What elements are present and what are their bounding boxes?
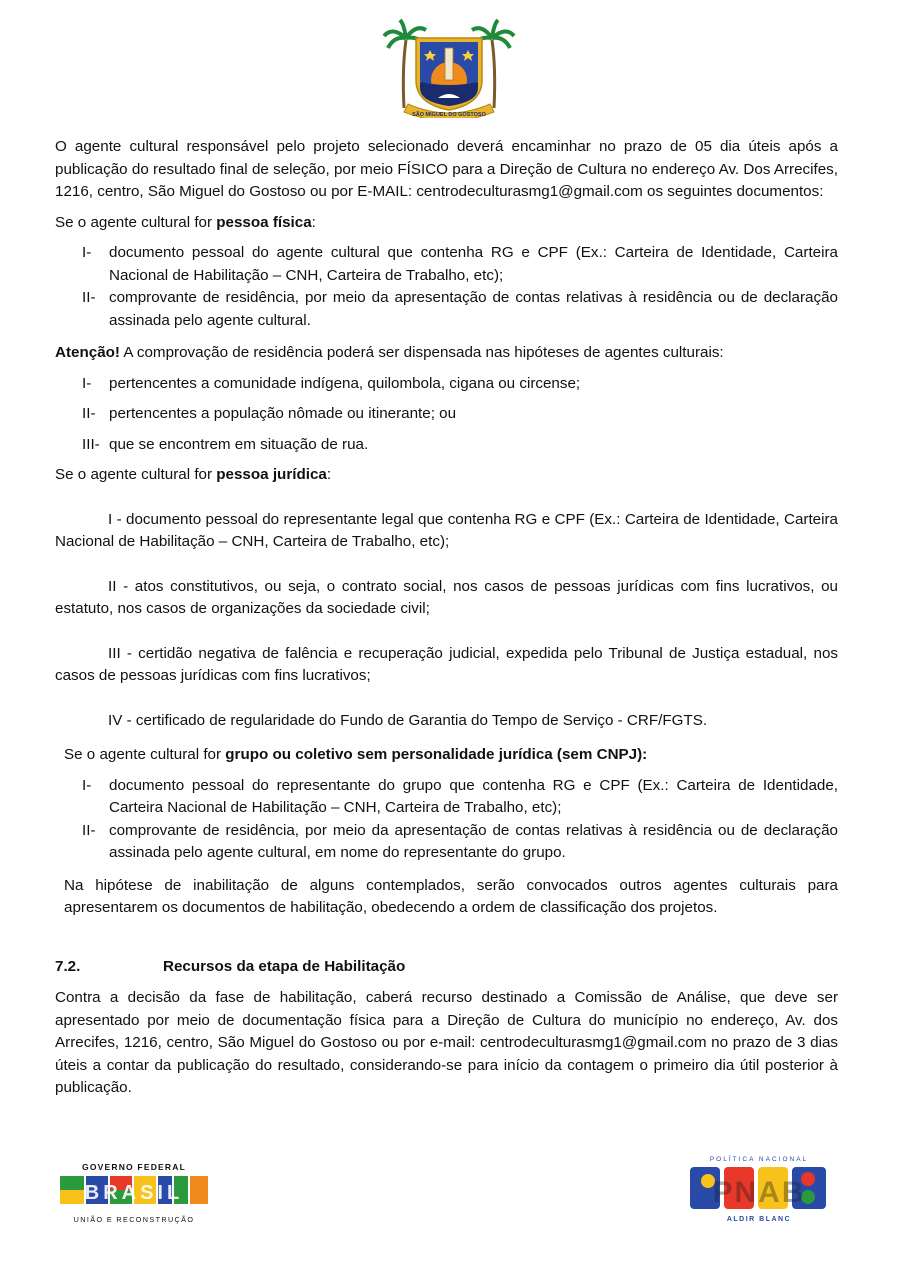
- gov-bottom-text: UNIÃO E RECONSTRUÇÃO: [73, 1215, 195, 1224]
- list-item: II- comprovante de residência, por meio da apresentação de contas relativas à residência ou de declaração assinada pelo agente cultural.: [82, 289, 838, 329]
- pnab-top-text: POLÍTICA NACIONAL: [709, 1156, 809, 1163]
- pf-heading: Se o agente cultural for pessoa física:: [55, 213, 316, 231]
- municipal-crest-logo: [382, 18, 516, 118]
- document-body: [55, 136, 838, 1100]
- pj-item: IV - certificado de regularidade do Fundo de Garantia do Tempo de Serviço - CRF/FGTS.: [108, 711, 708, 729]
- list-item: II- pertencentes a população nômade ou itinerante; ou: [82, 405, 457, 422]
- pj-bold: pessoa jurídica: [216, 466, 327, 483]
- crest-ribbon-text: SÃO MIGUEL DO GOSTOSO: [412, 112, 486, 118]
- section-body: Contra a decisão da fase de habilitação, caberá recurso destinado a Comissão de Análise, que deve ser apresentado por meio de documentação física para a Direção de Cultura do município no endereço, Av. dos Arrecifes, 1216, centro, São Miguel do Gostoso ou por e-mail: centrodeculturasmg1@gmail.com no prazo de 3 dias úteis a contar da publicação do resultado, considerando-se para início da contagem o primeiro dia útil posterior à publicação.: [55, 989, 838, 1096]
- grupo-heading: Se o agente cultural for grupo ou coletivo sem personalidade jurídica (sem CNPJ):: [64, 746, 648, 763]
- attention-label: Atenção!: [55, 344, 120, 361]
- list-item: I- documento pessoal do representante do grupo que contenha RG e CPF (Ex.: Carteira de Identidade, Carteira Nacional de Habilitação – CNH, Carteira de Trabalho, etc);: [82, 776, 838, 816]
- pj-item: III - certidão negativa de falência e recuperação judicial, expedida pelo Tribunal de Justiça estadual, nos casos de pessoas jurídicas com fins lucrativos;: [55, 644, 838, 684]
- governo-federal-logo: [60, 1160, 208, 1232]
- grupo-bold: grupo ou coletivo sem personalidade jurídica (sem CNPJ):: [225, 746, 648, 763]
- intro-paragraph: O agente cultural responsável pelo projeto selecionado deverá encaminhar no prazo de 05 dia úteis após a publicação do resultado final de seleção, por meio FÍSICO para a Direção de Cultura no endereço Av. Dos Arrecifes, 1216, centro, São Miguel do Gostoso ou por E-MAIL: centrodeculturasmg1@gmail.com os seguintes documentos:: [55, 138, 838, 200]
- attention-paragraph: Atenção! A comprovação de residência poderá ser dispensada nas hipóteses de agentes culturais:: [55, 344, 724, 361]
- section-title: Recursos da etapa de Habilitação: [163, 957, 406, 975]
- list-item: III- que se encontrem em situação de rua.: [82, 435, 369, 453]
- gov-top-text: GOVERNO FEDERAL: [82, 1162, 186, 1172]
- pj-heading: Se o agente cultural for pessoa jurídica:: [55, 466, 332, 483]
- list-item: I- documento pessoal do agente cultural que contenha RG e CPF (Ex.: Carteira de Identidade, Carteira Nacional de Habilitação – CNH, Carteira de Trabalho, etc);: [82, 244, 838, 284]
- pnab-bottom-text: ALDIR BLANC: [726, 1216, 792, 1223]
- attention-list: [55, 373, 838, 457]
- list-item: II- comprovante de residência, por meio da apresentação de contas relativas à residência ou de declaração assinada pelo agente cultural, em nome do representante do grupo.: [82, 821, 838, 861]
- pnab-logo: [686, 1153, 832, 1231]
- pj-item: II - atos constitutivos, ou seja, o contrato social, nos casos de pessoas jurídicas com fins lucrativos, ou estatuto, nos casos de organizações da sociedade civil;: [55, 577, 838, 617]
- section-heading: [55, 956, 838, 979]
- section-number: 7.2.: [55, 957, 81, 975]
- gov-word-text: BRASIL: [84, 1182, 184, 1204]
- pj-item: I - documento pessoal do representante legal que contenha RG e CPF (Ex.: Carteira de Identidade, Carteira Nacional de Habilitação – CNH, Carteira de Trabalho, etc);: [55, 510, 838, 550]
- pf-bold: pessoa física: [216, 213, 312, 231]
- grupo-document-list: [55, 775, 838, 865]
- grupo-note: Na hipótese de inabilitação de alguns contemplados, serão convocados outros agentes culturais para apresentarem os documentos de habilitação, obedecendo a ordem de classificação dos projetos.: [64, 876, 838, 916]
- pnab-word-text: PNAB: [712, 1176, 806, 1209]
- pf-document-list: [55, 242, 838, 332]
- list-item: I- pertencentes a comunidade indígena, quilombola, cigana ou circense;: [82, 374, 581, 392]
